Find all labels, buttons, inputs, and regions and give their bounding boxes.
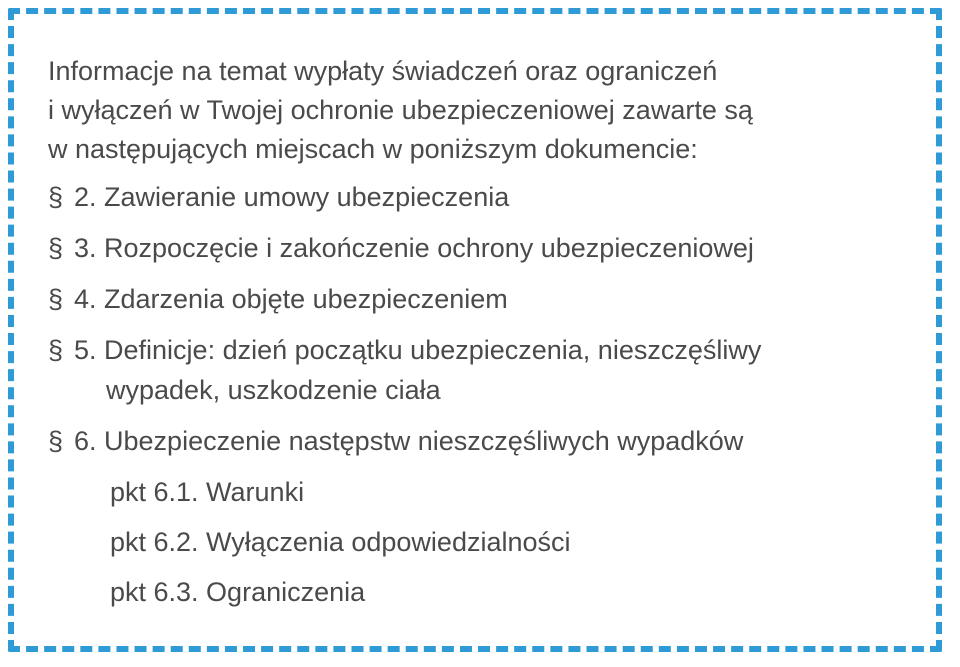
section-sign-icon: § xyxy=(48,233,64,263)
subsection-item-6-2: pkt 6.2. Wyłączenia odpowiedzialności xyxy=(110,527,571,557)
section-label: 4. Zdarzenia objęte ubezpieczeniem xyxy=(74,284,508,314)
info-box xyxy=(48,52,928,622)
section-item-3 xyxy=(48,228,928,268)
section-label: 2. Zawieranie umowy ubezpieczenia xyxy=(74,182,510,212)
subsection-item-6-3: pkt 6.3. Ograniczenia xyxy=(110,577,366,607)
intro-paragraph xyxy=(48,52,928,169)
section-item-5 xyxy=(48,330,928,410)
section-sign-icon: § xyxy=(48,426,64,456)
section-label-continued: wypadek, uszkodzenie ciała xyxy=(106,375,441,405)
subsection-item-6-1: pkt 6.1. Warunki xyxy=(110,477,305,507)
section-item-2 xyxy=(48,177,928,217)
section-sign-icon: § xyxy=(48,284,64,314)
section-item-6 xyxy=(48,421,928,461)
intro-line: Informacje na temat wypłaty świadczeń oraz ograniczeń xyxy=(48,56,718,86)
intro-line: i wyłączeń w Twojej ochronie ubezpieczeniowej zawarte są xyxy=(48,95,753,125)
section-label: 5. Definicje: dzień początku ubezpieczenia, nieszczęśliwy xyxy=(74,335,762,365)
section-item-4 xyxy=(48,279,928,319)
section-sign-icon: § xyxy=(48,335,64,365)
section-label: 3. Rozpoczęcie i zakończenie ochrony ubezpieczeniowej xyxy=(74,233,754,263)
section-label: 6. Ubezpieczenie następstw nieszczęśliwych wypadków xyxy=(74,426,744,456)
section-sign-icon: § xyxy=(48,182,64,212)
intro-line: w następujących miejscach w poniższym dokumencie: xyxy=(48,134,698,164)
